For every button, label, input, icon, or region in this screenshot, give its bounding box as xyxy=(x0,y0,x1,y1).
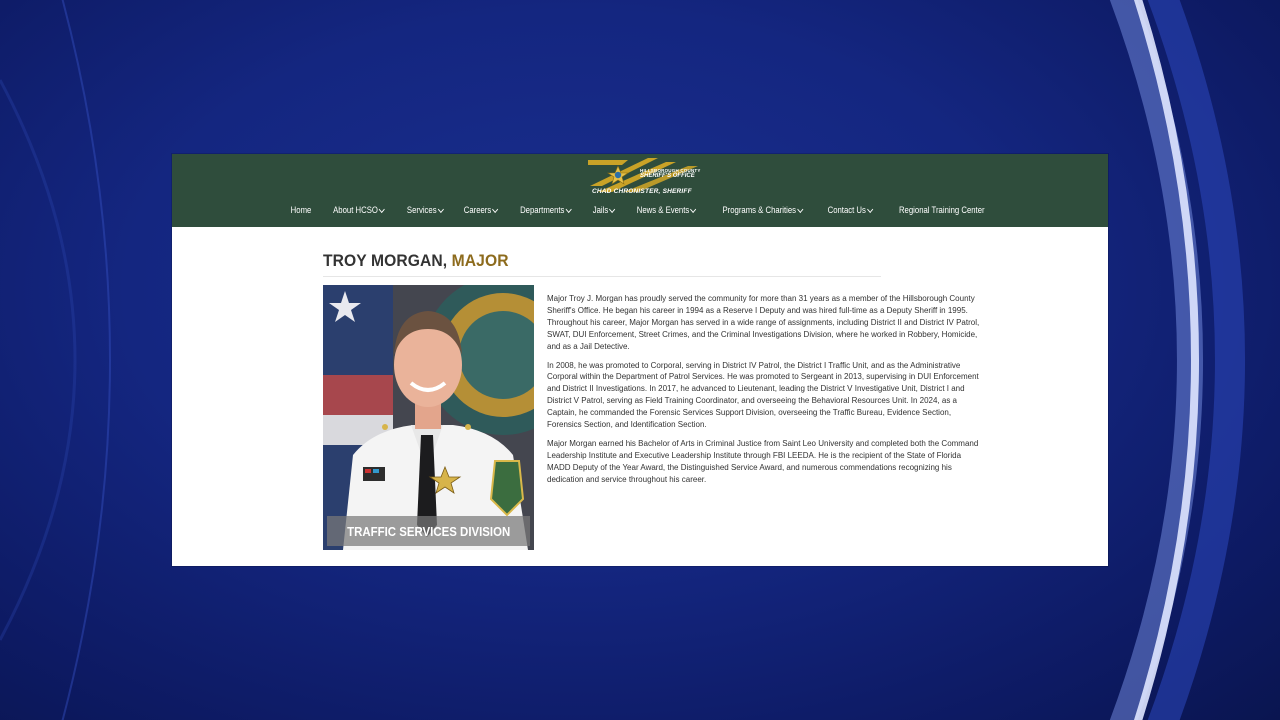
profile-content xyxy=(172,227,1108,566)
logo-org-line: HILLSBOROUGH COUNTY xyxy=(640,168,701,173)
nav-label: Regional Training Center xyxy=(898,205,985,215)
chevron-down-icon xyxy=(867,205,873,212)
bio-paragraph: Major Morgan earned his Bachelor of Arts in Criminal Justice from Saint Leo University and completed both the Command Leadership Institute and Executive Leadership Institute through FBI LEEDA. He is the recipient of the State of Florida MADD Deputy of the Year Award, the Distinguished Service Award, and numerous commendations recognizing his dedication and service throughout his career. xyxy=(547,438,979,484)
nav-label: Jails xyxy=(592,205,608,215)
nav-label: Departments xyxy=(520,205,565,215)
profile-name: TROY MORGAN, xyxy=(323,251,448,270)
nav-item-regional-training-center[interactable] xyxy=(899,205,985,215)
chevron-down-icon xyxy=(492,205,498,212)
sheriff-logo[interactable] xyxy=(588,156,700,196)
chevron-down-icon xyxy=(690,205,696,212)
main-nav xyxy=(172,205,1108,215)
photo-caption xyxy=(327,516,530,546)
logo-sheriff-line: CHAD CHRONISTER, SHERIFF xyxy=(592,188,692,195)
nav-label: About HCSO xyxy=(332,205,378,215)
profile-rank: MAJOR xyxy=(451,251,509,270)
site-header xyxy=(172,154,1108,227)
page-title xyxy=(323,251,509,271)
nav-item-departments[interactable] xyxy=(520,205,570,215)
nav-item-jails[interactable] xyxy=(592,205,614,215)
nav-label: Programs & Charities xyxy=(722,205,796,215)
bio-paragraph: Major Troy J. Morgan has proudly served the community for more than 31 years as a member of the Hillsborough County Sheriff's Office. He began his career in 1994 as a Reserve I Deputy and was hired full-time as a Deputy Sheriff in 1995. Throughout his career, Major Morgan has served in a wide range of assignments, including District II and District IV Patrol, SWAT, DUI Enforcement, Street Crimes, and the Criminal Investigations Division, where he worked in Robbery, Homicide, and as a Jail Detective. xyxy=(547,294,980,351)
profile-photo xyxy=(323,285,534,550)
profile-bio xyxy=(547,293,981,493)
nav-item-contact-us[interactable] xyxy=(828,205,872,215)
nav-label: News & Events xyxy=(636,205,689,215)
chevron-down-icon xyxy=(797,205,803,212)
nav-item-home[interactable] xyxy=(290,205,311,215)
nav-item-careers[interactable] xyxy=(464,205,498,215)
chevron-down-icon xyxy=(378,205,384,212)
nav-item-about-hcso[interactable] xyxy=(333,205,384,215)
chevron-down-icon xyxy=(609,205,615,212)
logo-name-line: SHERIFF'S OFFICE xyxy=(640,173,695,179)
website-screenshot xyxy=(172,154,1108,566)
nav-item-services[interactable] xyxy=(407,205,443,215)
photo-caption-text: TRAFFIC SERVICES DIVISION xyxy=(346,523,511,539)
nav-label: Home xyxy=(290,205,311,215)
bio-paragraph: In 2008, he was promoted to Corporal, serving in District IV Patrol, the District I Traffic Unit, and as the Administrative Corporal within the Department of Patrol Services. He was promoted to Sergeant in 2013, supervising in DUI Enforcement and District II Investigations. In 2017, he advanced to Lieutenant, leading the District V Investigative Unit, District I and District V Patrol, serving as Field Training Coordinator, and overseeing the Behavioral Resources Unit. In 2024, as a Captain, he commanded the Forensic Services Support Division, overseeing the Traffic Bureau, Evidence Section, Forensics Section, and Identification Section. xyxy=(547,360,979,430)
nav-item-news-events[interactable] xyxy=(636,205,695,215)
title-divider xyxy=(323,276,881,277)
nav-label: Careers xyxy=(463,205,492,215)
chevron-down-icon xyxy=(565,205,571,212)
nav-label: Services xyxy=(406,205,437,215)
officer-portrait-image xyxy=(323,285,534,550)
nav-label: Contact Us xyxy=(827,205,867,215)
chevron-down-icon xyxy=(437,205,443,212)
nav-item-programs-charities[interactable] xyxy=(722,205,802,215)
